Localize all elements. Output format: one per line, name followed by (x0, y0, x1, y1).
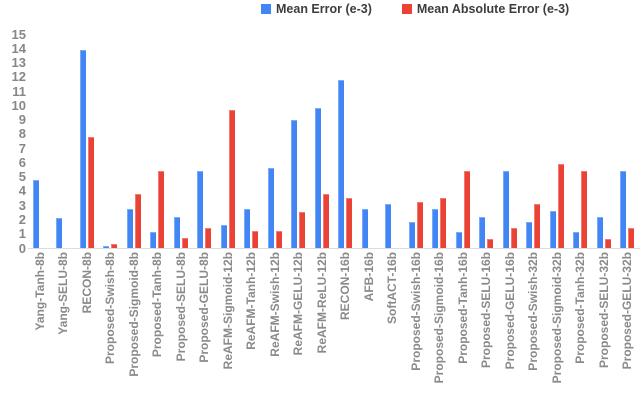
legend-swatch-mean-absolute-error (402, 4, 412, 14)
x-axis-label: Proposed-Swish-32b (526, 252, 540, 371)
mean-error-bar (221, 225, 227, 248)
mean-error-bar (127, 209, 133, 248)
x-axis-label: Proposed-GELU-8b (197, 252, 211, 363)
mean-error-bar (573, 232, 579, 248)
x-axis-label: Proposed-GELU-16b (502, 252, 517, 370)
x-axis-label: Proposed-GELU-32b (620, 252, 634, 370)
x-axis-label: RECON-8b (79, 252, 94, 314)
x-axis-label: Yang-SELU-8b (56, 252, 70, 335)
y-tick-label: 13 (11, 55, 26, 71)
x-axis-label: Yang-Tanh-8b (32, 252, 47, 331)
y-tick-label: 15 (11, 26, 26, 42)
x-axis-label: ReAFM-Sigmoid-12b (220, 252, 235, 370)
mean-absolute-error-bar (135, 194, 141, 248)
mean-error-bar (80, 50, 86, 248)
x-axis-label: Proposed-Swish-16b (408, 252, 423, 371)
y-tick-label: 10 (11, 97, 26, 113)
x-axis-label: ReAFM-ReLU-12b (314, 252, 329, 354)
mean-error-bar (338, 80, 344, 248)
x-axis-label: ReAFM-Tanh-12b (244, 252, 258, 350)
mean-error-bar (56, 218, 62, 248)
y-tick-label: 0 (18, 240, 26, 256)
mean-error-bar (479, 217, 485, 248)
x-axis-label: AFB-16b (361, 252, 376, 302)
mean-error-bar (268, 168, 274, 248)
x-axis-label: ReAFM-GELU-12b (291, 252, 305, 356)
y-tick-label: 1 (18, 226, 26, 242)
y-tick-label: 12 (11, 69, 26, 85)
mean-error-bar (456, 232, 462, 248)
y-tick-label: 8 (18, 126, 26, 142)
mean-error-bar (315, 108, 321, 248)
mean-absolute-error-bar (182, 238, 188, 248)
mean-error-bar (597, 217, 603, 248)
mean-absolute-error-bar (534, 204, 540, 248)
mean-error-bar (503, 171, 509, 248)
mean-error-bar (550, 211, 556, 248)
y-tick-label: 14 (11, 40, 26, 56)
y-tick-label: 11 (12, 83, 26, 99)
mean-absolute-error-bar (558, 164, 564, 248)
x-axis-label: Proposed-Sigmoid-8b (126, 252, 141, 377)
mean-absolute-error-bar (581, 171, 587, 248)
mean-error-bar (526, 222, 532, 248)
y-tick-label: 4 (18, 183, 26, 199)
mean-absolute-error-bar (88, 137, 94, 248)
x-axis-label: SoftACT-16b (385, 252, 399, 324)
y-tick-label: 6 (18, 154, 26, 170)
mean-error-bar (362, 209, 368, 248)
mean-absolute-error-bar (464, 171, 470, 248)
x-axis-label: Proposed-Tanh-8b (150, 252, 164, 358)
y-tick-label: 9 (18, 112, 26, 128)
y-tick-label: 3 (18, 197, 26, 213)
mean-error-bar (103, 246, 109, 248)
x-axis-label: Proposed-Tanh-32b (573, 252, 587, 364)
x-axis-label: Proposed-Swish-8b (103, 252, 117, 365)
mean-absolute-error-bar (252, 231, 258, 248)
mean-absolute-error-bar (511, 228, 517, 248)
y-tick-label: 7 (18, 140, 26, 156)
legend-item-mean-error (261, 2, 372, 16)
x-axis-line (28, 248, 640, 249)
mean-absolute-error-bar (299, 212, 305, 248)
mean-absolute-error-bar (323, 194, 329, 248)
mean-absolute-error-bar (205, 228, 211, 248)
mean-error-bar (432, 209, 438, 248)
legend-label-mean-absolute-error: Mean Absolute Error (e-3) (416, 2, 570, 16)
legend-swatch-mean-error (261, 4, 271, 14)
x-axis-label: ReAFM-Swish-12b (267, 252, 282, 357)
x-axis-label: Proposed-Sigmoid-16b (432, 252, 446, 384)
mean-absolute-error-bar (487, 239, 493, 248)
mean-error-bar (174, 217, 180, 248)
mean-absolute-error-bar (605, 239, 611, 248)
mean-absolute-error-bar (440, 198, 446, 248)
x-axis-label: Proposed-SELU-16b (479, 252, 493, 369)
mean-error-bar (150, 232, 156, 248)
mean-error-bar (244, 209, 250, 248)
x-axis-label: Proposed-SELU-8b (173, 252, 188, 362)
mean-absolute-error-bar (276, 231, 282, 248)
mean-error-bar (291, 120, 297, 248)
y-tick-label: 5 (18, 169, 26, 185)
mean-error-bar (33, 180, 39, 248)
mean-error-bar (385, 204, 391, 248)
mean-absolute-error-bar (628, 228, 634, 248)
mean-absolute-error-bar (111, 244, 117, 248)
mean-error-bar (409, 222, 415, 248)
x-axis-label: Proposed-Tanh-16b (455, 252, 470, 364)
mean-error-bar (197, 171, 203, 248)
x-axis-label: RECON-16b (338, 252, 352, 321)
legend-label-mean-error: Mean Error (e-3) (276, 2, 372, 16)
x-axis-label: Proposed-SELU-32b (596, 252, 611, 369)
legend-item-mean-absolute-error (402, 2, 569, 16)
mean-absolute-error-bar (417, 202, 423, 248)
x-axis-label: Proposed-Sigmoid-32b (549, 252, 564, 384)
mean-error-bar (620, 171, 626, 248)
mean-absolute-error-bar (158, 171, 164, 248)
legend (261, 2, 569, 16)
mean-absolute-error-bar (229, 110, 235, 248)
y-tick-label: 2 (18, 211, 26, 227)
mean-absolute-error-bar (346, 198, 352, 248)
